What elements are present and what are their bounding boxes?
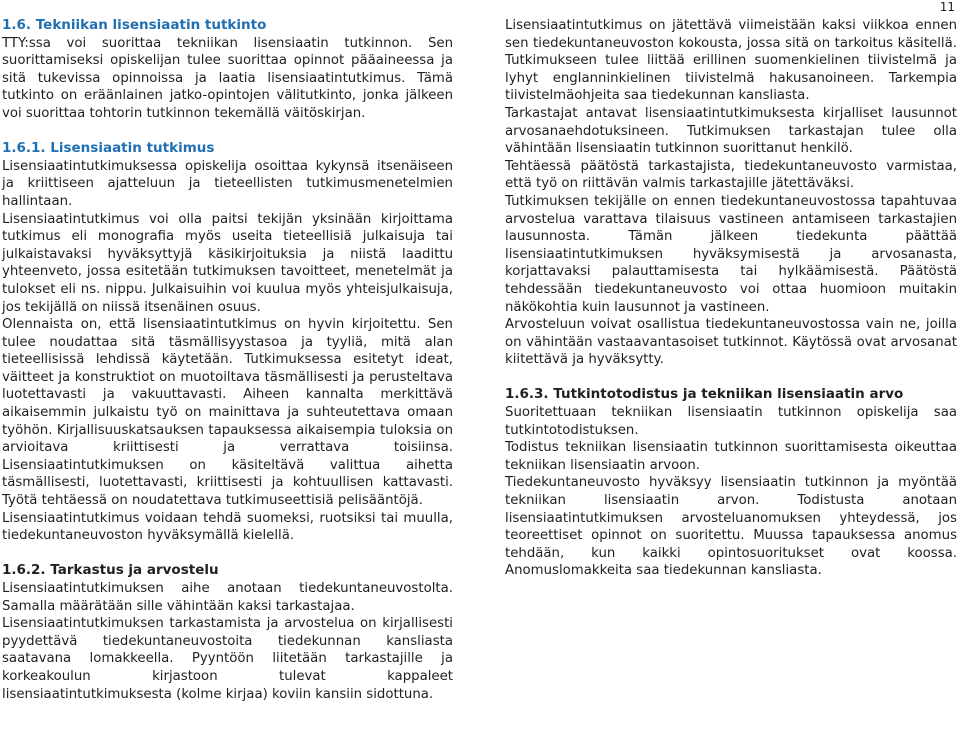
paragraph: Lisensiaatintutkimuksessa opiskelija osoittaa kykynsä itsenäiseen ja kriittiseen ajatteluun ja tieteellisten tutkimusmenetelmien hallintaan.	[2, 158, 453, 209]
left-column	[2, 17, 453, 703]
paragraph: Tehtäessä päätöstä tarkastajista, tiedekuntaneuvosto varmistaa, että työ on riittävän valmis tarkastajille jätettäväksi.	[505, 158, 957, 192]
paragraph: Tutkimuksen tekijälle on ennen tiedekuntaneuvostossa tapahtuvaa arvostelua varattava tilaisuus vastineen antamiseen tarkastajien lausunnosta. Tämän jälkeen tiedekunta päättää lisensiaatintutkimuksen hyväksymisestä ja arvosanasta, korjattavaksi palauttamisesta tai hylkäämisestä. Päätöstä tehdessään tiedekuntaneuvosto voi ottaa huomioon muitakin näkökohtia kuin lausunnot ja vastineen.	[505, 193, 957, 315]
paragraph: Tarkastajat antavat lisensiaatintutkimuksesta kirjalliset lausunnot arvosanaehdotuksineen. Tutkimuksen tarkastajan tulee olla vähintään lisensiaatin tutkinnon suorittanut henkilö.	[505, 105, 957, 157]
paragraph: Arvosteluun voivat osallistua tiedekuntaneuvostossa vain ne, joilla on vähintään vastaavantasoiset tutkinnot. Käytössä ovat arvosanat kiitettävä ja hyväksytty.	[505, 317, 957, 368]
subsection-heading-1-6-3: 1.6.3. Tutkintotodistus ja tekniikan lisensiaatin arvo	[505, 386, 904, 403]
paragraph: Lisensiaatintutkimuksen tarkastamista ja arvostelua on kirjallisesti pyydettävä tiedekuntaneuvostoita tiedekunnan kansliasta saatavana lomakkeella. Pyyntöön liitetään tarkastajille ja korkeakoulun kirjastoon tulevat kappaleet lisensiaatintutkimuksesta (kolme kirjaa) koviin kansiin sidottuna.	[2, 616, 453, 702]
paragraph: Todistus tekniikan lisensiaatin tutkinnon suorittamisesta oikeuttaa tekniikan lisensiaatin arvoon.	[505, 440, 957, 473]
paragraph: Suoritettuaan tekniikan lisensiaatin tutkinnon opiskelija saa tutkintotodistuksen.	[505, 405, 957, 438]
paragraph: Lisensiaatintutkimus voidaan tehdä suomeksi, ruotsiksi tai muulla, tiedekuntaneuvoston hyväksymällä kielellä.	[2, 510, 453, 544]
paragraph: Lisensiaatintutkimus voi olla paitsi tekijän yksinään kirjoittama tutkimus eli monografia myös useita tieteellisiä julkaisuja tai julkaistavaksi hyväksyttyjä käsikirjoituksia ja niistä laadittu yhteenveto, jossa esitetään tutkimuksen tavoitteet, menetelmät ja tulokset eli ns. nippu. Julkaisuihin voi kuulua myös yhteisjulkaisuja, jos tekijällä on niissä itsenäinen osuus.	[2, 211, 453, 315]
paragraph: Lisensiaatintutkimus on jätettävä viimeistään kaksi viikkoa ennen sen tiedekuntaneuvoston kokousta, jossa sitä on tarkoitus käsitellä. Tutkimukseen tulee liittää erillinen suomenkielinen tiivistelmä ja lyhyt englanninkielinen tiivistelmä hakusanoineen. Tarkempia tiivistelmäohjeita saa tiedekunnan kansliasta.	[505, 18, 957, 104]
paragraph: Olennaista on, että lisensiaatintutkimus on hyvin kirjoitettu. Sen tulee noudattaa sitä täsmällisyystasoa ja tyyliä, mitä alan tieteellisissä lehdissä käytetään. Tutkimuksessa esitetyt ideat, väitteet ja konstruktiot on muotoiltava täsmällisesti ja perusteltava luotettavasti ja vakuuttavasti. Aiheen kannalta merkittävä aikaisemmin julkaistu työ on mainittava ja suhteutettava omaan työhön. Kirjallisuuskatsauksen tapauksessa aikaisempia tuloksia on arvioitava kriittisesti ja verrattava toisiinsa. Lisensiaatintutkimuksen on käsiteltävä valittua aihetta täsmällisesti, luotettavasti, kriittisesti ja kohtuullisen kattavasti. Työtä tehtäessä on noudatettava tutkimuseettisiä pelisääntöjä.	[2, 317, 453, 509]
subsection-heading-1-6-1: 1.6.1. Lisensiaatin tutkimus	[2, 140, 215, 157]
intro-paragraph: TTY:ssa voi suorittaa tekniikan lisensiaatin tutkinnon. Sen suorittamiseksi opiskelijan tulee suorittaa opinnot pääaineessa ja sitä tukevissa opinnoissa ja laatia lisensiaatintutkimus. Tämä tutkinto on eräänlainen jatko-opintojen välitutkinto, jonka jälkeen voi suorittaa tohtorin tutkinnon tekemällä väitöskirjan.	[2, 35, 453, 121]
page-number: 11	[939, 0, 955, 14]
right-column	[505, 17, 957, 580]
subsection-heading-1-6-2: 1.6.2. Tarkastus ja arvostelu	[2, 562, 219, 579]
paragraph: Lisensiaatintutkimuksen aihe anotaan tiedekuntaneuvostolta. Samalla määrätään sille vähintään kaksi tarkastajaa.	[2, 581, 453, 614]
section-heading: 1.6. Tekniikan lisensiaatin tutkinto	[2, 17, 267, 33]
paragraph: Tiedekuntaneuvosto hyväksyy lisensiaatin tutkinnon ja myöntää tekniikan lisensiaatin arvon. Todistusta anotaan lisensiaatintutkimuksen arvosteluanomuksen yhteydessä, jos teoreettiset opinnot on suoritettu. Muussa tapauksessa anomus tehdään, kun kaikki opintosuoritukset ovat koossa. Anomuslomakkeita saa tiedekunnan kansliasta.	[505, 475, 957, 579]
